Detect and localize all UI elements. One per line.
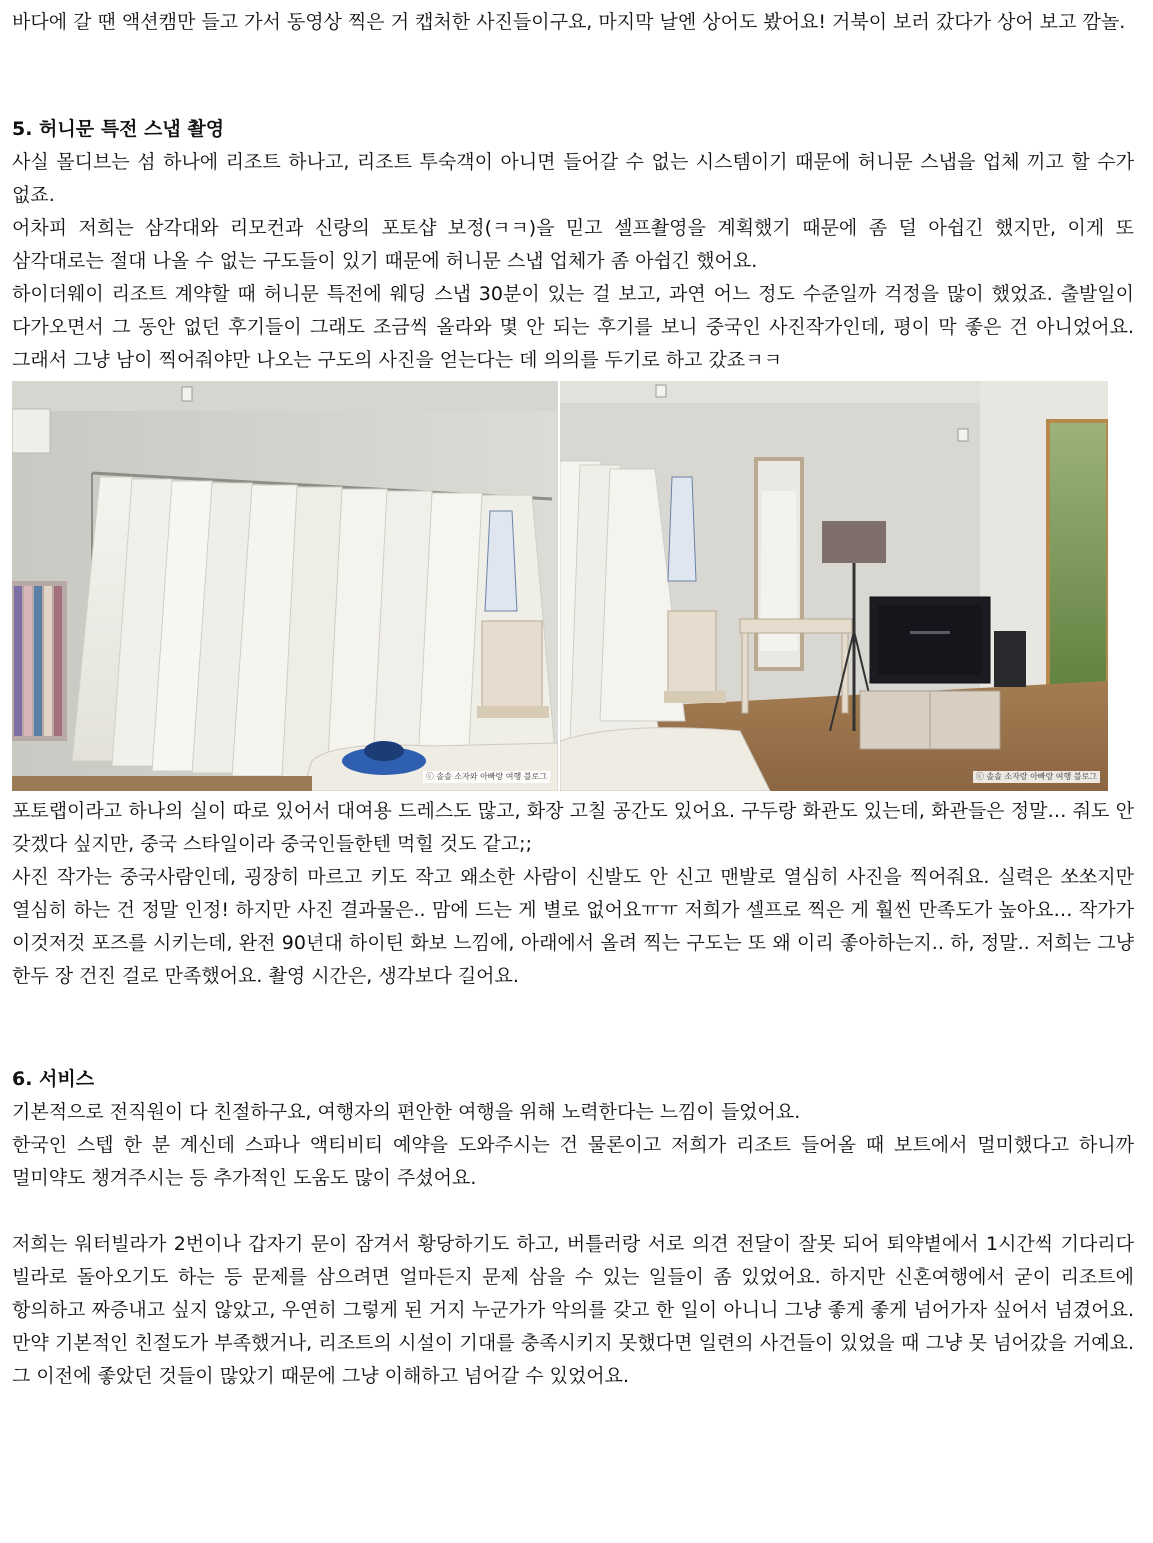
spacer — [12, 1195, 1134, 1228]
photo-dress-room — [12, 381, 558, 791]
spacer — [12, 39, 1134, 113]
section-6-paragraph-3: 저희는 워터빌라가 2번이나 갑자기 문이 잠겨서 황당하기도 하고, 버틀러랑 서로 의견 전달이 잘못 되어 퇴약볕에서 1시간씩 기다리다 빌라로 돌아오기도 하는 등 문제를 삼으려면 얼마든지 문제 삼을 수 있는 일들이 좀 있었어요. 하지만 신혼여행에서 굳이 리조트에 항의하고 짜증내고 싶지 않았고, 우연히 그렇게 된 거지 누군가가 악의를 갖고 한 일이 아니니 그냥 좋게 좋게 넘어가자 싶어서 넘겼어요. 만약 기본적인 친절도가 부족했거나, 리조트의 시설이 기대를 충족시키지 못했다면 일련의 사건들이 있었을 때 그냥 못 넘어갔을 거예요. 그 이전에 좋았던 것들이 많았기 때문에 그냥 이해하고 넘어갈 수 있었어요. — [12, 1233, 1134, 1387]
section-6-paragraph-2: 한국인 스텝 한 분 계신데 스파나 액티비티 예약을 도와주시는 건 물론이고 저희가 리조트 들어올 때 보트에서 멀미했다고 하니까 멀미약도 챙겨주시는 등 추가적인 도움도 많이 주셨어요. — [12, 1134, 1134, 1189]
spacer — [12, 993, 1134, 1063]
section-6-paragraph-1: 기본적으로 전직원이 다 친절하구요, 여행자의 편안한 여행을 위해 노력한다는 느낌이 들었어요. — [12, 1101, 801, 1123]
section-5-title: 5. 허니문 특전 스냅 촬영 — [12, 118, 225, 140]
document-page — [12, 6, 1134, 1393]
section-5-paragraph-5: 사진 작가는 중국사람인데, 굉장히 마르고 키도 작고 왜소한 사람이 신발도 안 신고 맨발로 열심히 사진을 찍어줘요. 실력은 쏘쏘지만 열심히 하는 건 정말 인정! 하지만 사진 결과물은.. 맘에 드는 게 별로 없어요ㅠㅠ 저희가 셀프로 찍은 게 훨씬 만족도가 높아요… 작가가 이것저것 포즈를 시키는데, 완전 90년대 하이틴 화보 느낌에, 아래에서 올려 찍는 구도는 또 왜 이리 좋아하는지.. 하, 정말.. 저희는 그냥 한두 장 건진 걸로 만족했어요. 촬영 시간은, 생각보다 길어요. — [12, 866, 1134, 987]
section-5-paragraph-3: 하이더웨이 리조트 계약할 때 허니문 특전에 웨딩 스냅 30분이 있는 걸 보고, 과연 어느 정도 수준일까 걱정을 많이 했었죠. 출발일이 다가오면서 그 동안 없던 후기들이 그래도 조금씩 올라와 몇 안 되는 후기를 보니 중국인 사진작가인데, 평이 막 좋은 건 아니었어요. 그래서 그냥 남이 찍어줘야만 나오는 구도의 사진을 얻는다는 데 의의를 두기로 하고 갔죠ㅋㅋ — [12, 283, 1134, 371]
section-5-paragraph-4: 포토랩이라고 하나의 실이 따로 있어서 대여용 드레스도 많고, 화장 고칠 공간도 있어요. 구두랑 화관도 있는데, 화관들은 정말… 줘도 안 갖겠다 싶지만, 중국 스타일이라 중국인들한텐 먹힐 것도 같고;; — [12, 800, 1134, 855]
intro-paragraph: 바다에 갈 땐 액션캠만 들고 가서 동영상 찍은 거 캡처한 사진들이구요, 마지막 날엔 상어도 봤어요! 거북이 보러 갔다가 상어 보고 깜놀. — [12, 11, 1126, 33]
section-5-paragraph-1: 사실 몰디브는 섬 하나에 리조트 하나고, 리조트 투숙객이 아니면 들어갈 수 없는 시스템이기 때문에 허니문 스냅을 업체 끼고 할 수가 없죠. — [12, 151, 1134, 206]
section-6-title: 6. 서비스 — [12, 1068, 95, 1090]
photo-row — [12, 381, 1108, 791]
photo-right-caption: ⓒ 솔솔 소자랑 아빠랑 여행 블로그 — [973, 771, 1100, 783]
photo-makeup-room — [560, 381, 1108, 791]
photo-left-caption: ⓒ 솔솔 소자와 아빠랑 여행 블로그 — [423, 771, 550, 783]
section-5-paragraph-2: 어차피 저희는 삼각대와 리모컨과 신랑의 포토샵 보정(ㅋㅋ)을 믿고 셀프촬영을 계획했기 때문에 좀 덜 아쉽긴 했지만, 이게 또 삼각대로는 절대 나올 수 없는 구도들이 있기 때문에 허니문 스냅 업체가 좀 아쉽긴 했어요. — [12, 217, 1134, 272]
